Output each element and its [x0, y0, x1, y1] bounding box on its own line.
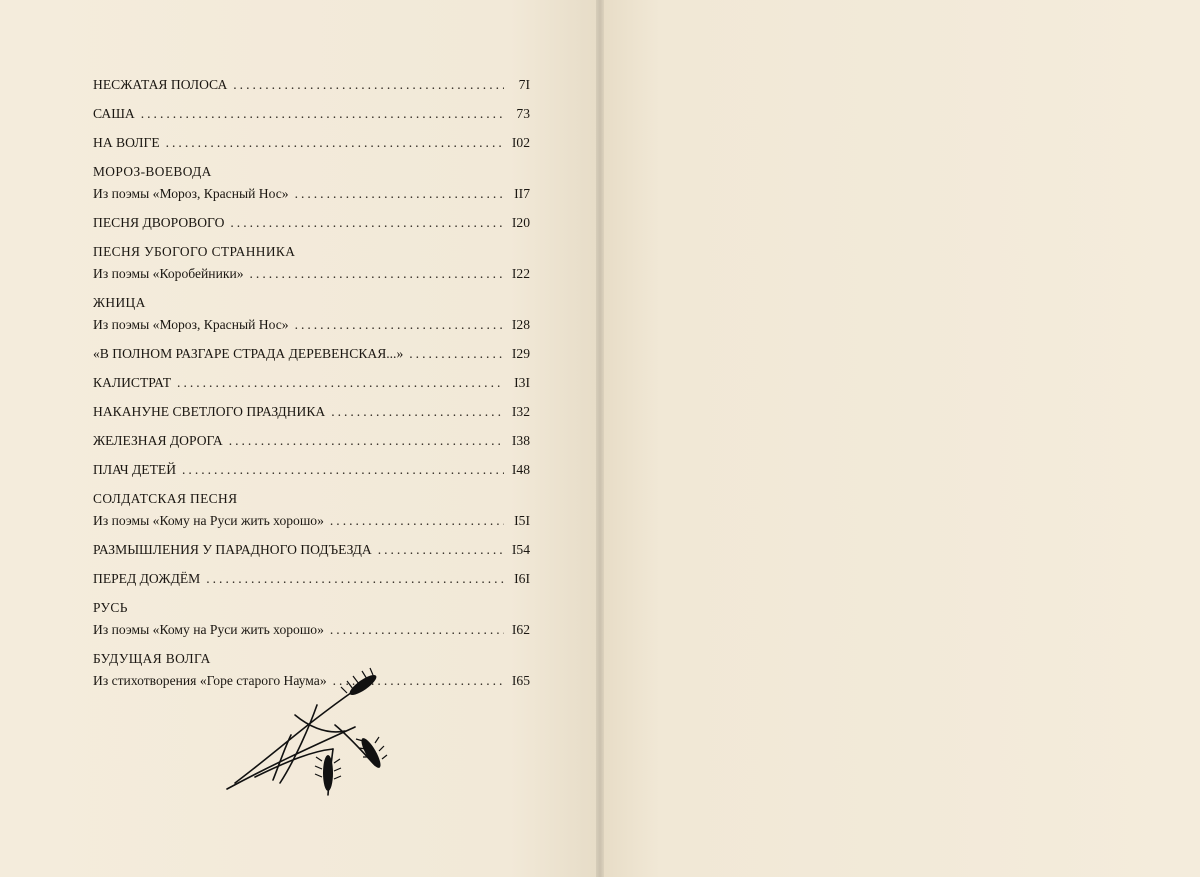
toc-title: ПЛАЧ ДЕТЕЙ — [93, 462, 177, 477]
dot-leader — [233, 74, 504, 96]
toc-entry — [93, 401, 530, 423]
toc-entry — [93, 488, 530, 532]
toc-title: КАЛИСТРАТ — [93, 375, 172, 390]
toc-line — [93, 314, 530, 336]
dot-leader — [229, 430, 504, 452]
dot-leader — [295, 183, 504, 205]
dot-leader — [250, 263, 504, 285]
toc-subtitle: Из поэмы «Кому на Руси жить хорошо» — [93, 622, 324, 637]
toc-line — [93, 343, 530, 365]
toc-page: I62 — [511, 622, 530, 637]
toc-page: I38 — [511, 433, 530, 448]
toc-heading: БУДУЩАЯ ВОЛГА — [93, 651, 211, 666]
toc-line — [93, 430, 530, 452]
toc-page: I3I — [514, 375, 530, 390]
toc-title: ПЕРЕД ДОЖДЁМ — [93, 571, 201, 586]
toc-entry — [93, 103, 530, 125]
toc-subtitle: Из стихотворения «Горе старого Наума» — [93, 673, 327, 688]
toc-page: I6I — [514, 571, 530, 586]
dot-leader — [378, 539, 504, 561]
toc-line — [93, 263, 530, 285]
toc-title: «В ПОЛНОМ РАЗГАРЕ СТРАДА ДЕРЕВЕНСКАЯ...» — [93, 346, 404, 361]
toc-entry — [93, 132, 530, 154]
toc-entry — [93, 568, 530, 590]
dot-leader — [141, 103, 504, 125]
toc-line — [93, 619, 530, 641]
dot-leader — [177, 372, 504, 394]
toc-title: НЕСЖАТАЯ ПОЛОСА — [93, 77, 228, 92]
table-of-contents — [93, 74, 530, 699]
toc-line — [93, 539, 530, 561]
toc-page: I28 — [511, 317, 530, 332]
toc-entry — [93, 212, 530, 234]
toc-entry — [93, 241, 530, 285]
toc-entry — [93, 343, 530, 365]
dot-leader — [409, 343, 504, 365]
toc-title: ЖЕЛЕЗНАЯ ДОРОГА — [93, 433, 223, 448]
toc-title: САША — [93, 106, 135, 121]
toc-line — [93, 74, 530, 96]
toc-page: I54 — [511, 542, 530, 557]
toc-heading: ЖНИЦА — [93, 295, 146, 310]
toc-subtitle: Из поэмы «Коробейники» — [93, 266, 244, 281]
toc-entry — [93, 539, 530, 561]
dot-leader — [166, 132, 504, 154]
toc-heading: ПЕСНЯ УБОГОГО СТРАННИКА — [93, 244, 296, 259]
toc-heading: СОЛДАТСКАЯ ПЕСНЯ — [93, 491, 238, 506]
toc-title: НАКАНУНЕ СВЕТЛОГО ПРАЗДНИКА — [93, 404, 326, 419]
toc-entry — [93, 597, 530, 641]
toc-page: I5I — [514, 513, 530, 528]
dot-leader — [206, 568, 504, 590]
toc-entry — [93, 74, 530, 96]
wheat-ears-drawing-icon — [215, 665, 405, 810]
toc-entry — [93, 292, 530, 336]
toc-line — [93, 459, 530, 481]
toc-page: I22 — [511, 266, 530, 281]
dot-leader — [230, 212, 504, 234]
toc-page: I29 — [511, 346, 530, 361]
dot-leader — [331, 401, 504, 423]
toc-line — [93, 510, 530, 532]
toc-page: II7 — [514, 186, 530, 201]
toc-entry — [93, 459, 530, 481]
toc-title: ПЕСНЯ ДВОРОВОГО — [93, 215, 225, 230]
dot-leader — [330, 510, 504, 532]
toc-page: I48 — [511, 462, 530, 477]
toc-entry — [93, 161, 530, 205]
toc-page: I20 — [511, 215, 530, 230]
right-page — [600, 0, 1200, 877]
toc-heading: МОРОЗ-ВОЕВОДА — [93, 164, 212, 179]
toc-entry — [93, 430, 530, 452]
toc-page: I02 — [511, 135, 530, 150]
toc-subtitle: Из поэмы «Мороз, Красный Нос» — [93, 186, 289, 201]
toc-heading: РУСЬ — [93, 600, 128, 615]
toc-entry — [93, 372, 530, 394]
toc-title: РАЗМЫШЛЕНИЯ У ПАРАДНОГО ПОДЪЕЗДА — [93, 542, 372, 557]
toc-page: 73 — [516, 106, 530, 121]
sun-over-field-with-tree-illustration-icon — [1165, 0, 1200, 350]
toc-line — [93, 372, 530, 394]
toc-page: I65 — [511, 673, 530, 688]
dot-leader — [182, 459, 504, 481]
dot-leader — [330, 619, 504, 641]
toc-line — [93, 183, 530, 205]
book-gutter — [596, 0, 604, 877]
toc-line — [93, 132, 530, 154]
toc-page: 7I — [518, 77, 530, 92]
toc-title: НА ВОЛГЕ — [93, 135, 160, 150]
toc-page: I32 — [511, 404, 530, 419]
toc-line — [93, 401, 530, 423]
toc-subtitle: Из поэмы «Кому на Руси жить хорошо» — [93, 513, 324, 528]
toc-subtitle: Из поэмы «Мороз, Красный Нос» — [93, 317, 289, 332]
toc-line — [93, 103, 530, 125]
dot-leader — [295, 314, 504, 336]
toc-line — [93, 212, 530, 234]
toc-line — [93, 568, 530, 590]
